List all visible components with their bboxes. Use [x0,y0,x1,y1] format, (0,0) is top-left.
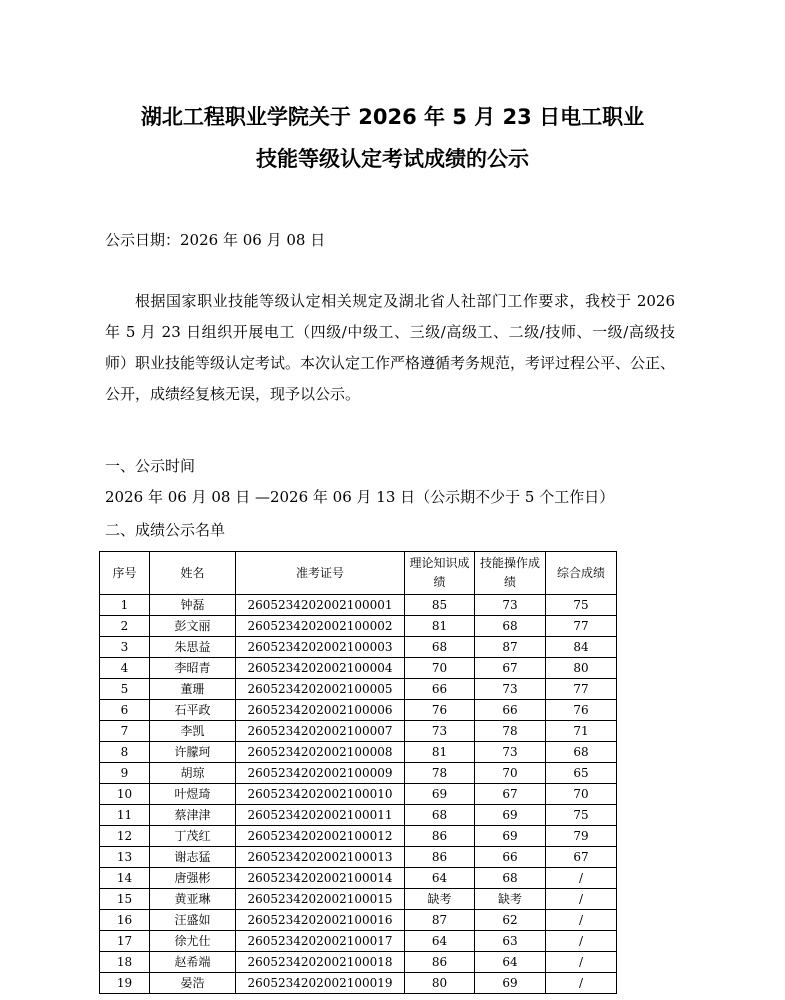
cell-name: 董珊 [150,679,236,700]
table-row [100,637,617,658]
cell-ticket-number: 2605234202002100003 [236,637,405,658]
cell-overall-score: 65 [546,763,617,784]
cell-skill-score: 73 [475,742,546,763]
cell-overall-score: / [546,973,617,994]
cell-skill-score: 68 [475,868,546,889]
cell-name: 李凯 [150,721,236,742]
cell-skill-score: 69 [475,805,546,826]
cell-overall-score: 77 [546,616,617,637]
cell-index: 5 [100,679,150,700]
cell-index: 6 [100,700,150,721]
table-row [100,868,617,889]
cell-ticket-number: 2605234202002100011 [236,805,405,826]
grade-table [99,551,617,994]
cell-name: 赵希端 [150,952,236,973]
cell-skill-score: 63 [475,931,546,952]
cell-index: 17 [100,931,150,952]
cell-overall-score: 67 [546,847,617,868]
table-row [100,763,617,784]
cell-ticket-number: 2605234202002100018 [236,952,405,973]
header-skill-score: 技能操作成绩 [475,552,546,595]
cell-index: 9 [100,763,150,784]
cell-ticket-number: 2605234202002100013 [236,847,405,868]
cell-overall-score: 70 [546,784,617,805]
cell-overall-score: 84 [546,637,617,658]
cell-overall-score: 75 [546,805,617,826]
cell-index: 19 [100,973,150,994]
table-row [100,910,617,931]
cell-name: 李昭青 [150,658,236,679]
cell-theory-score: 68 [405,805,475,826]
cell-name: 蔡津津 [150,805,236,826]
cell-ticket-number: 2605234202002100016 [236,910,405,931]
table-row [100,805,617,826]
table-row [100,721,617,742]
table-row [100,889,617,910]
cell-index: 2 [100,616,150,637]
section-heading-results: 二、成绩公示名单 [105,521,226,539]
cell-overall-score: 79 [546,826,617,847]
cell-theory-score: 66 [405,679,475,700]
intro-paragraph: 根据国家职业技能等级认定相关规定及湖北省人社部门工作要求，我校于 2026 年 5 月 23 日组织开展电工（四级/中级工、三级/高级工、二级/技师、一级/高级技师）职业技能等级认定考试。本次认定工作严格遵循考务规范，考评过程公平、公正、公开，成绩经复核无误，现予以公示。 [105,292,676,403]
table-row [100,931,617,952]
table-body [100,595,617,994]
cell-skill-score: 64 [475,952,546,973]
cell-overall-score: 80 [546,658,617,679]
cell-index: 4 [100,658,150,679]
cell-theory-score: 69 [405,784,475,805]
table-header-row [100,552,617,595]
cell-theory-score: 64 [405,868,475,889]
cell-name: 朱思益 [150,637,236,658]
cell-index: 10 [100,784,150,805]
cell-overall-score: 75 [546,595,617,616]
table-row [100,658,617,679]
table-row [100,973,617,994]
cell-index: 11 [100,805,150,826]
cell-skill-score: 73 [475,595,546,616]
cell-theory-score: 87 [405,910,475,931]
cell-ticket-number: 2605234202002100019 [236,973,405,994]
table-row [100,826,617,847]
cell-skill-score: 70 [475,763,546,784]
cell-index: 8 [100,742,150,763]
cell-skill-score: 66 [475,847,546,868]
cell-overall-score: 77 [546,679,617,700]
announcement-period: 2026 年 06 月 08 日 —2026 年 06 月 13 日（公示期不少于 5 个工作日） [105,488,615,506]
header-overall-score: 综合成绩 [546,552,617,595]
header-name: 姓名 [150,552,236,595]
cell-name: 钟磊 [150,595,236,616]
table-row [100,595,617,616]
header-theory-score: 理论知识成绩 [405,552,475,595]
cell-ticket-number: 2605234202002100015 [236,889,405,910]
table-row [100,847,617,868]
cell-overall-score: / [546,889,617,910]
cell-skill-score: 67 [475,658,546,679]
cell-theory-score: 68 [405,637,475,658]
cell-skill-score: 67 [475,784,546,805]
cell-skill-score: 69 [475,826,546,847]
cell-theory-score: 78 [405,763,475,784]
cell-name: 胡琼 [150,763,236,784]
cell-index: 7 [100,721,150,742]
cell-theory-score: 81 [405,742,475,763]
cell-overall-score: 68 [546,742,617,763]
cell-name: 许朦珂 [150,742,236,763]
announcement-date: 公示日期：2026 年 06 月 08 日 [105,231,326,249]
cell-index: 3 [100,637,150,658]
cell-theory-score: 85 [405,595,475,616]
table-row [100,616,617,637]
cell-theory-score: 缺考 [405,889,475,910]
cell-theory-score: 73 [405,721,475,742]
table-row [100,784,617,805]
cell-skill-score: 缺考 [475,889,546,910]
table-row [100,679,617,700]
table-row [100,952,617,973]
header-ticket-number: 准考证号 [236,552,405,595]
cell-skill-score: 87 [475,637,546,658]
cell-theory-score: 86 [405,952,475,973]
cell-name: 晏浩 [150,973,236,994]
cell-ticket-number: 2605234202002100001 [236,595,405,616]
cell-skill-score: 62 [475,910,546,931]
cell-theory-score: 64 [405,931,475,952]
cell-theory-score: 86 [405,847,475,868]
cell-name: 徐尤仕 [150,931,236,952]
cell-theory-score: 86 [405,826,475,847]
cell-skill-score: 69 [475,973,546,994]
cell-overall-score: / [546,910,617,931]
cell-name: 黄亚琳 [150,889,236,910]
cell-ticket-number: 2605234202002100012 [236,826,405,847]
cell-overall-score: 76 [546,700,617,721]
document-title-line-2: 技能等级认定考试成绩的公示 [256,147,529,171]
cell-ticket-number: 2605234202002100005 [236,679,405,700]
cell-skill-score: 68 [475,616,546,637]
document-title-line-1: 湖北工程职业学院关于 2026 年 5 月 23 日电工职业 [140,105,645,129]
cell-theory-score: 81 [405,616,475,637]
cell-skill-score: 73 [475,679,546,700]
cell-theory-score: 80 [405,973,475,994]
cell-name: 石平政 [150,700,236,721]
cell-name: 谢志猛 [150,847,236,868]
header-index: 序号 [100,552,150,595]
cell-skill-score: 78 [475,721,546,742]
cell-ticket-number: 2605234202002100006 [236,700,405,721]
cell-skill-score: 66 [475,700,546,721]
cell-overall-score: 71 [546,721,617,742]
cell-index: 18 [100,952,150,973]
cell-name: 叶煜琦 [150,784,236,805]
cell-ticket-number: 2605234202002100007 [236,721,405,742]
cell-index: 16 [100,910,150,931]
cell-index: 15 [100,889,150,910]
cell-index: 1 [100,595,150,616]
cell-ticket-number: 2605234202002100009 [236,763,405,784]
cell-theory-score: 70 [405,658,475,679]
table-row [100,742,617,763]
cell-overall-score: / [546,952,617,973]
cell-index: 13 [100,847,150,868]
cell-index: 14 [100,868,150,889]
cell-name: 汪盛如 [150,910,236,931]
cell-name: 彭文丽 [150,616,236,637]
cell-ticket-number: 2605234202002100002 [236,616,405,637]
cell-ticket-number: 2605234202002100004 [236,658,405,679]
cell-name: 唐强彬 [150,868,236,889]
cell-overall-score: / [546,931,617,952]
cell-overall-score: / [546,868,617,889]
section-heading-period: 一、公示时间 [105,457,196,475]
cell-ticket-number: 2605234202002100014 [236,868,405,889]
cell-name: 丁茂红 [150,826,236,847]
cell-ticket-number: 2605234202002100010 [236,784,405,805]
table-row [100,700,617,721]
cell-theory-score: 76 [405,700,475,721]
cell-ticket-number: 2605234202002100008 [236,742,405,763]
cell-ticket-number: 2605234202002100017 [236,931,405,952]
cell-index: 12 [100,826,150,847]
